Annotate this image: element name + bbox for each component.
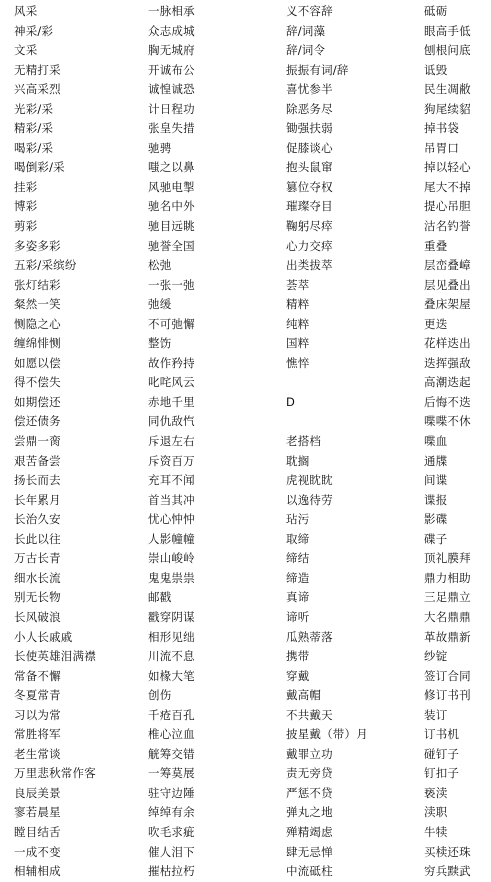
word-entry: 眼高手低 [424, 23, 471, 38]
word-entry: 憔悴 [286, 355, 310, 370]
word-entry: 文采 [14, 43, 38, 58]
word-entry: 老生常谈 [14, 746, 61, 761]
word-entry: 张灯结彩 [14, 277, 61, 292]
word-entry: 绰绰有余 [148, 805, 195, 820]
word-entry: 如椽大笔 [148, 668, 195, 683]
word-entry: 严惩不贷 [286, 785, 333, 800]
word-entry: 订书机 [424, 727, 460, 742]
word-entry: 通牒 [424, 453, 448, 468]
word-entry: 嗤之以鼻 [148, 160, 195, 175]
word-entry: 弛缓 [148, 297, 172, 312]
word-entry: 以逸待劳 [286, 492, 333, 507]
word-entry: 真谛 [286, 590, 310, 605]
word-entry: 风采 [14, 4, 38, 18]
word-entry: 迭挥强敌 [424, 355, 471, 370]
word-entry: 相形见绌 [148, 629, 195, 644]
word-entry: 诚惶诚恐 [148, 82, 195, 97]
word-entry: 修订书刊 [424, 688, 471, 703]
word-entry: 寥若晨星 [14, 805, 61, 820]
word-entry: 驰骋 [148, 140, 172, 155]
word-entry: 玷污 [286, 512, 310, 527]
word-entry: 殚精竭虑 [286, 824, 333, 839]
word-entry: 渎职 [424, 805, 448, 820]
word-entry: 驰名中外 [148, 199, 195, 214]
word-entry: 扬长而去 [14, 473, 61, 488]
word-entry: 吊胃口 [424, 140, 460, 155]
word-entry: 胸无城府 [148, 43, 195, 58]
word-entry: 牛犊 [424, 824, 448, 839]
word-entry: 谛听 [286, 609, 310, 624]
word-entry: 革故鼎新 [424, 629, 471, 644]
word-entry: 艰苦备尝 [14, 453, 61, 468]
word-entry: 喋喋不休 [424, 414, 471, 429]
word-entry: 兴高采烈 [14, 82, 61, 97]
word-entry: 驻守边陲 [148, 785, 195, 800]
word-entry: 创伤 [148, 688, 172, 703]
word-entry: 觥筹交错 [148, 746, 195, 761]
word-entry: 尝鼎一脔 [14, 434, 61, 449]
word-entry: 间谍 [424, 473, 448, 488]
word-entry: 掉书袋 [424, 121, 460, 136]
word-entry: 同仇敌忾 [148, 414, 195, 429]
word-entry: 忧心忡忡 [148, 512, 195, 527]
word-entry: 一张一弛 [148, 277, 195, 292]
word-entry: 风驰电掣 [148, 179, 195, 194]
word-entry: 故作矜持 [148, 355, 195, 370]
word-entry: 国粹 [286, 336, 310, 351]
word-entry: 常胜将军 [14, 727, 61, 742]
word-entry: 习以为常 [14, 707, 61, 722]
word-entry: 如愿以偿 [14, 355, 61, 370]
word-entry: 瓜熟蒂落 [286, 629, 333, 644]
word-entry: 赤地千里 [148, 394, 195, 409]
word-entry: 荟萃 [286, 277, 310, 292]
word-entry: 三足鼎立 [424, 590, 471, 605]
word-entry: 花样迭出 [424, 336, 471, 351]
word-entry: 责无旁贷 [286, 766, 333, 781]
word-entry: 叠床架屋 [424, 297, 471, 312]
word-entry: 粲然一笑 [14, 297, 61, 312]
word-entry: 万古长青 [14, 551, 61, 566]
word-entry: 后悔不迭 [424, 394, 471, 409]
word-entry: 光彩/采 [14, 101, 54, 116]
word-entry: 长年累月 [14, 492, 61, 507]
word-entry [286, 412, 408, 432]
word-entry: 冬夏常青 [14, 688, 61, 703]
word-entry: 无精打采 [14, 62, 61, 77]
word-column-3 [286, 2, 408, 882]
word-entry: 出类拔萃 [286, 258, 333, 273]
word-entry: 提心吊胆 [424, 199, 471, 214]
word-entry: 长风破浪 [14, 609, 61, 624]
word-entry: 鼎力相助 [424, 570, 471, 585]
word-column-4 [424, 2, 490, 882]
word-entry: 得不偿失 [14, 375, 61, 390]
word-entry: 装订 [424, 707, 448, 722]
word-entry: 沽名钓誉 [424, 219, 471, 234]
word-entry: 碰钉子 [424, 746, 460, 761]
word-entry: 中流砥柱 [286, 864, 333, 879]
word-entry: 邮戳 [148, 590, 172, 605]
word-entry: 砥砺 [424, 4, 448, 18]
word-entry: 诋毁 [424, 62, 448, 77]
word-entry: 刨根问底 [424, 43, 471, 58]
word-entry: 戳穿阴谋 [148, 609, 195, 624]
word-entry: 千疮百孔 [148, 707, 195, 722]
word-entry: 万里悲秋常作客 [14, 766, 96, 781]
word-entry: 一成不变 [14, 844, 61, 859]
word-entry: 层见叠出 [424, 277, 471, 292]
word-entry: 亵渎 [424, 785, 448, 800]
word-entry: 买椟还珠 [424, 844, 471, 859]
word-entry: 吹毛求疵 [148, 824, 195, 839]
word-entry: 心力交瘁 [286, 238, 333, 253]
word-entry: 钉扣子 [424, 766, 460, 781]
word-entry: 喜忧参半 [286, 82, 333, 97]
word-entry: 多姿多彩 [14, 238, 61, 253]
word-entry: 川流不息 [148, 649, 195, 664]
word-entry: 一脉相承 [148, 4, 195, 18]
word-entry: 老搭档 [286, 434, 322, 449]
word-entry: 驰目远眺 [148, 219, 195, 234]
word-entry [286, 373, 408, 393]
word-entry: 松弛 [148, 258, 172, 273]
word-entry: 携带 [286, 649, 310, 664]
word-entry: 鬼鬼祟祟 [148, 570, 195, 585]
word-entry: 小人长戚戚 [14, 629, 73, 644]
word-entry: 不可弛懈 [148, 316, 195, 331]
word-column-2 [148, 2, 270, 882]
word-entry: 剪彩 [14, 219, 38, 234]
word-entry: 篡位夺权 [286, 179, 333, 194]
word-entry: 瞠目结舌 [14, 824, 61, 839]
word-entry: 层峦叠嶂 [424, 258, 471, 273]
word-entry: 顶礼膜拜 [424, 551, 471, 566]
word-entry: 长使英雄泪满襟 [14, 649, 96, 664]
word-entry: 振振有词/辞 [286, 62, 349, 77]
word-entry: 叱咤风云 [148, 375, 195, 390]
word-entry: 别无长物 [14, 590, 61, 605]
word-entry: 辞/词令 [286, 43, 326, 58]
word-entry: 戴罪立功 [286, 746, 333, 761]
word-entry: 虎视眈眈 [286, 473, 333, 488]
word-entry: 肆无忌惮 [286, 844, 333, 859]
word-entry: 首当其冲 [148, 492, 195, 507]
word-entry: 一筹莫展 [148, 766, 195, 781]
word-entry: 摧枯拉朽 [148, 864, 195, 879]
word-entry: 纱锭 [424, 649, 448, 664]
word-entry: 椎心泣血 [148, 727, 195, 742]
word-entry: 大名鼎鼎 [424, 609, 471, 624]
word-entry: 斥退左右 [148, 434, 195, 449]
word-entry: 高潮迭起 [424, 375, 471, 390]
word-entry: 耽搁 [286, 453, 310, 468]
word-entry: 义不容辞 [286, 4, 333, 18]
word-entry: 签订合同 [424, 668, 471, 683]
word-entry: 众志成城 [148, 23, 195, 38]
word-entry: 纯粹 [286, 316, 310, 331]
word-entry: 民生凋敝 [424, 82, 471, 97]
word-entry: 计日程功 [148, 101, 195, 116]
word-entry: 崇山峻岭 [148, 551, 195, 566]
word-entry: 斥资百万 [148, 453, 195, 468]
word-entry: 精粹 [286, 297, 310, 312]
word-entry: 神采/彩 [14, 23, 54, 38]
word-entry: 戴高帽 [286, 688, 322, 703]
word-entry: 促膝谈心 [286, 140, 333, 155]
word-entry: 取缔 [286, 531, 310, 546]
word-entry: 影碟 [424, 512, 448, 527]
word-entry: 张皇失措 [148, 121, 195, 136]
word-entry: 鞠躬尽瘁 [286, 219, 333, 234]
word-entry: 缔结 [286, 551, 310, 566]
word-entry: 更迭 [424, 316, 448, 331]
word-entry: 挂彩 [14, 179, 38, 194]
word-entry: 谍报 [424, 492, 448, 507]
word-entry: 锄强扶弱 [286, 121, 333, 136]
word-entry: 穿戴 [286, 668, 310, 683]
word-entry: 开诚布公 [148, 62, 195, 77]
word-entry: 缠绵悱恻 [14, 336, 61, 351]
word-entry: 穷兵黩武 [424, 864, 471, 879]
word-entry: 喝倒彩/采 [14, 160, 65, 175]
word-entry: 掉以轻心 [424, 160, 471, 175]
word-entry: 尾大不掉 [424, 179, 471, 194]
word-entry: 相辅相成 [14, 864, 61, 879]
word-entry: 辞/词藻 [286, 23, 326, 38]
word-entry: 喝彩/采 [14, 140, 54, 155]
word-entry: 喋血 [424, 434, 448, 449]
word-entry: 缔造 [286, 570, 310, 585]
word-entry: 充耳不闻 [148, 473, 195, 488]
word-entry: 催人泪下 [148, 844, 195, 859]
word-entry: 长此以往 [14, 531, 61, 546]
word-entry: 整饬 [148, 336, 172, 351]
word-entry: 如期偿还 [14, 394, 61, 409]
word-entry: 博彩 [14, 199, 38, 214]
word-entry: 重叠 [424, 238, 448, 253]
word-entry: 常备不懈 [14, 668, 61, 683]
word-entry: 弹丸之地 [286, 805, 333, 820]
word-entry: 不共戴天 [286, 707, 333, 722]
word-entry: 细水长流 [14, 570, 61, 585]
word-entry: 碟子 [424, 531, 448, 546]
word-entry: 狗尾续貂 [424, 101, 471, 116]
word-entry: 披星戴（带）月 [286, 727, 368, 742]
word-entry: 人影幢幢 [148, 531, 195, 546]
word-entry: 良辰美景 [14, 785, 61, 800]
word-entry: 恻隐之心 [14, 316, 61, 331]
word-entry: 除恶务尽 [286, 101, 333, 116]
word-entry: 精彩/采 [14, 121, 54, 136]
word-entry: 长治久安 [14, 512, 61, 527]
word-entry: 偿还债务 [14, 414, 61, 429]
word-entry: 抱头鼠窜 [286, 160, 333, 175]
word-entry: D [286, 394, 296, 409]
word-entry: 五彩/采缤纷 [14, 258, 77, 273]
word-entry: 璀璨夺目 [286, 199, 333, 214]
word-entry: 驰誉全国 [148, 238, 195, 253]
word-column-1 [14, 2, 136, 882]
